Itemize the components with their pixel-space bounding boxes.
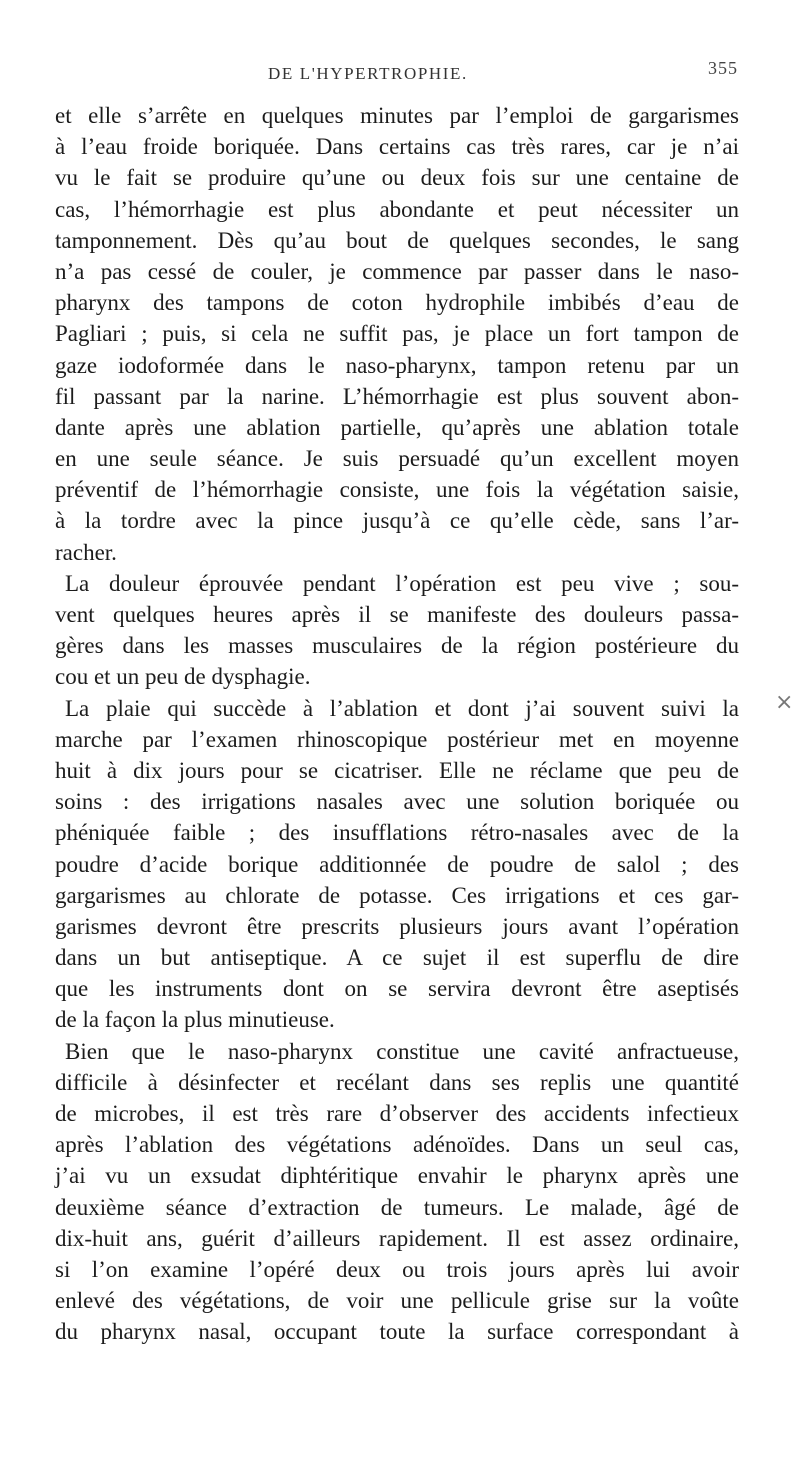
text-line: préventif de l’hémorrhagie consiste, une fois la végétation saisie,: [55, 477, 739, 503]
running-title: DE L'HYPERTROPHIE.: [268, 64, 468, 83]
text-line: n’a pas cessé de couler, je commence par passer dans le naso-: [55, 258, 739, 284]
page-number: 355: [708, 58, 738, 78]
text-line: enlevé des végétations, de voir une pellicule grise sur la voûte: [55, 1288, 739, 1314]
text-line: de microbes, il est très rare d’observer des accidents infectieux: [55, 1101, 739, 1126]
paragraph-start-line: La plaie qui succède à l’ablation et dont j’ai souvent suivi la: [65, 695, 739, 721]
text-line: dix-huit ans, guérit d’ailleurs rapidement. Il est assez ordinaire,: [55, 1225, 739, 1251]
text-line: en une seule séance. Je suis persuadé qu’un excellent moyen: [55, 446, 739, 472]
text-line: gargarismes au chlorate de potasse. Ces irrigations et ces gar-: [55, 882, 739, 908]
text-line: huit à dix jours pour se cicatriser. Elle ne réclame que peu de: [55, 757, 739, 783]
text-line: j’ai vu un exsudat diphtéritique envahir le pharynx après une: [55, 1163, 739, 1189]
text-line: fil passant par la narine. L’hémorrhagie est plus souvent abon-: [55, 383, 739, 409]
text-line: marche par l’examen rhinoscopique postérieur met en moyenne: [55, 726, 739, 752]
text-line: pharynx des tampons de coton hydrophile imbibés d’eau de: [55, 290, 739, 316]
paragraph-start-line: La douleur éprouvée pendant l’opération est peu vive ; sou-: [65, 570, 739, 596]
text-line: vu le fait se produire qu’une ou deux fois sur une centaine de: [55, 165, 739, 191]
text-line: racher.: [55, 539, 117, 565]
text-line: difficile à désinfecter et recélant dans ses replis une quantité: [55, 1069, 739, 1095]
text-line: que les instruments dont on se servira devront être aseptisés: [55, 976, 739, 1002]
text-line: Pagliari ; puis, si cela ne suffit pas, je place un fort tampon de: [55, 321, 739, 347]
running-head: [0, 58, 800, 88]
text-line: gères dans les masses musculaires de la région postérieure du: [55, 633, 739, 659]
text-line: dante après une ablation partielle, qu’après une ablation totale: [55, 414, 739, 440]
text-line: à la tordre avec la pince jusqu’à ce qu’elle cède, sans l’ar-: [55, 508, 739, 534]
text-line: phéniquée faible ; des insufflations rétro-nasales avec de la: [55, 820, 739, 846]
text-line: si l’on examine l’opéré deux ou trois jours après lui avoir: [55, 1256, 739, 1282]
text-line: à l’eau froide boriquée. Dans certains cas très rares, car je n’ai: [55, 134, 739, 160]
text-line: tamponnement. Dès qu’au bout de quelques secondes, le sang: [55, 227, 739, 253]
body-text: [55, 100, 739, 1348]
text-line: cas, l’hémorrhagie est plus abondante et peut nécessiter un: [55, 196, 739, 222]
text-line: cou et un peu de dysphagie.: [55, 664, 311, 690]
text-line: soins : des irrigations nasales avec une solution boriquée ou: [55, 789, 739, 815]
paragraph-start-line: Bien que le naso-pharynx constitue une cavité anfractueuse,: [65, 1038, 739, 1064]
text-line: de la façon la plus minutieuse.: [55, 1007, 335, 1033]
text-line: dans un but antiseptique. A ce sujet il est superflu de dire: [55, 945, 739, 971]
text-line: après l’ablation des végétations adénoïdes. Dans un seul cas,: [55, 1132, 739, 1158]
text-line: gaze iodoformée dans le naso-pharynx, tampon retenu par un: [55, 352, 739, 378]
margin-cross-mark: ×: [775, 690, 794, 715]
text-line: et elle s’arrête en quelques minutes par l’emploi de gargarismes: [55, 103, 739, 128]
text-line: deuxième séance d’extraction de tumeurs. Le malade, âgé de: [55, 1194, 739, 1220]
text-line: garismes devront être prescrits plusieurs jours avant l’opération: [55, 913, 739, 939]
text-line: du pharynx nasal, occupant toute la surface correspondant à: [55, 1319, 739, 1345]
text-line: vent quelques heures après il se manifeste des douleurs passa-: [55, 602, 739, 627]
text-line: poudre d’acide borique additionnée de poudre de salol ; des: [55, 851, 739, 877]
